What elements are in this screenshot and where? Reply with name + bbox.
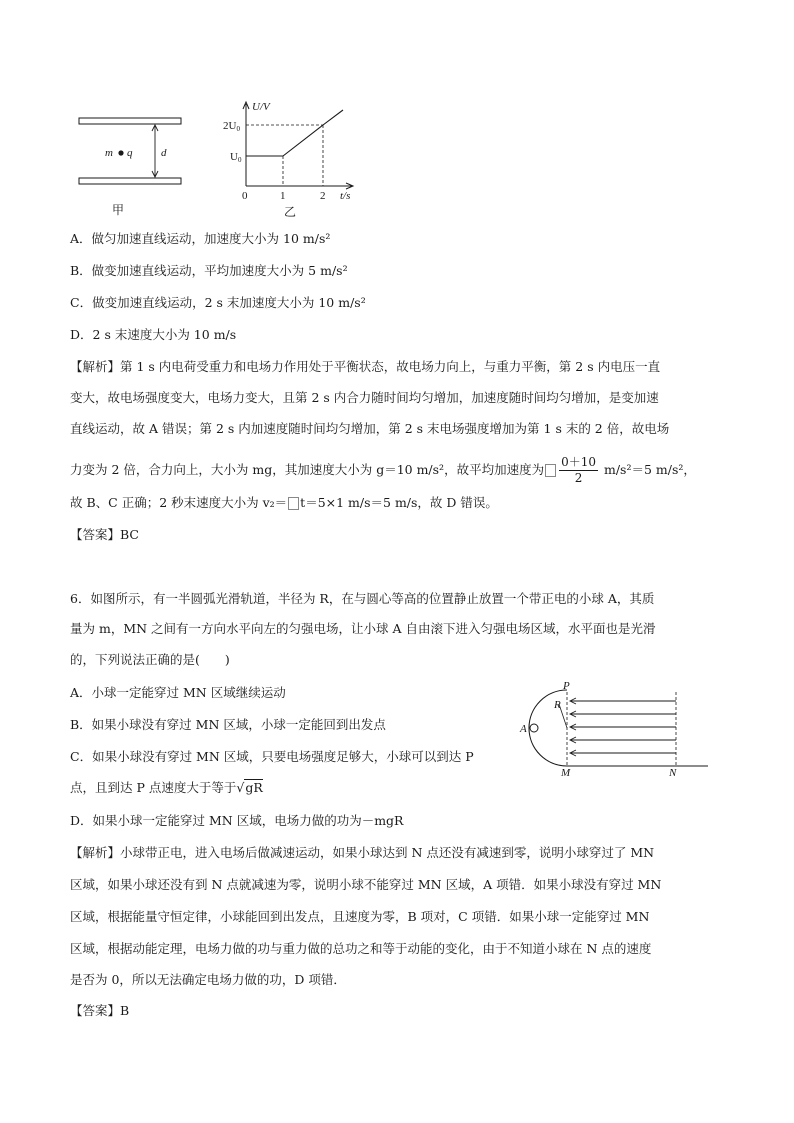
q6-stem-line-3: 的，下列说法正确的是( ) [70,652,230,667]
q5-analysis-line-3: 直线运动，故 A 错误；第 2 s 内加速度随时间均匀增加，第 2 s 末电场强度增加为第 1 s 末的 2 倍，故电场 [70,421,670,436]
q5-analysis-4-tail: m/s²＝5 m/s²， [603,462,696,477]
upper-plate [79,118,181,124]
lower-plate [79,178,181,184]
q5-option-a: A．做匀加速直线运动，加速度大小为 10 m/s² [70,231,331,246]
voltage-line [246,110,343,156]
q5-option-c: C．做变加速直线运动，2 s 末加速度大小为 10 m/s² [70,295,366,310]
placeholder-glyph [288,497,299,510]
fraction-numerator: 0＋10 [561,455,596,469]
label-m: m [105,147,113,159]
tick-u0: U0 [230,151,242,164]
q6-analysis-line-1: 【解析】小球带正电，进入电场后做减速运动，如果小球达到 N 点还没有减速到零，说明小球穿过了 MN [70,845,655,860]
q6-option-c-line-1: C．如果小球没有穿过 MN 区域，只要电场强度足够大，小球可以到达 P [70,749,474,764]
label-m-point: M [561,767,571,778]
q6-stem-line-2: 量为 m，MN 之间有一方向水平向左的匀强电场，让小球 A 自由滚下进入匀强电场区域，水平面也是光滑 [70,621,656,636]
q5-answer: 【答案】BC [70,527,139,542]
q5-analysis-line-2: 变大，故电场强度变大，电场力变大，且第 2 s 内合力随时间均匀增加，加速度随时间均匀增加，是变加速 [70,390,659,405]
q6-option-a: A．小球一定能穿过 MN 区域继续运动 [70,685,286,700]
ball-a [530,724,538,732]
q5-analysis-line-4 [70,455,696,486]
tick-2: 2 [320,190,326,202]
label-yi: 乙 [284,205,297,219]
x-axis-label: t/s [340,190,351,202]
q6-analysis-line-5: 是否为 0，所以无法确定电场力做的功，D 项错． [70,972,346,987]
label-p: P [563,680,570,692]
q5-analysis-line-5 [70,494,498,512]
sqrt-symbol: √ [236,780,245,795]
label-r: R [554,699,561,711]
y-axis-label: U/V [252,101,270,113]
label-n-point: N [669,767,677,778]
q6-option-c-text: 点，且到达 P 点速度大于等于 [70,780,237,795]
q5-analysis-5-tail: t＝5×1 m/s＝5 m/s，故 D 错误。 [300,495,498,510]
label-q: q [127,147,133,159]
q6-analysis-line-3: 区域，根据能量守恒定律，小球能回到出发点，且速度为零，B 项对，C 项错．如果小球一定能穿过 MN [70,909,650,924]
q6-stem-line-1: 6．如图所示，有一半圆弧光滑轨道，半径为 R，在与圆心等高的位置静止放置一个带正电的小球 A，其质 [70,591,655,606]
charged-particle [118,150,123,155]
label-a: A [520,723,527,735]
q5-option-b: B．做变加速直线运动，平均加速度大小为 5 m/s² [70,263,348,278]
q5-option-d: D．2 s 末速度大小为 10 m/s [70,327,237,342]
q5-analysis-4-text: 力变为 2 倍，合力向上，大小为 mg，其加速度大小为 g＝10 m/s²，故平均加速度为 [70,462,545,477]
q6-option-d: D．如果小球一定能穿过 MN 区域，电场力做的功为－mgR [70,813,404,828]
tick-1: 1 [280,190,286,202]
figure-jia-parallel-plates [75,112,185,220]
fraction-denominator: 2 [574,471,583,485]
q5-analysis-line-1: 【解析】第 1 s 内电荷受重力和电场力作用处于平衡状态，故电场力向上，与重力平衡，第 2 s 内电压一直 [70,359,661,374]
q6-analysis-line-2: 区域，如果小球还没有到 N 点就减速为零，说明小球不能穿过 MN 区域，A 项错．如果小球没有穿过 MN [70,877,662,892]
figure-semicircle-track [518,680,710,778]
q5-analysis-5-text: 故 B、C 正确；2 秒末速度大小为 v₂＝ [70,495,288,510]
q6-answer: 【答案】B [70,1003,130,1018]
tick-origin: 0 [242,190,248,202]
q6-analysis-line-4: 区域，根据动能定理，电场力做的功与重力做的总功之和等于动能的变化，由于不知道小球在 N 点的速度 [70,941,652,956]
tick-2u0: 2U0 [223,120,240,133]
q6-option-c-line-2 [70,779,263,797]
sqrt-radicand: gR [245,780,263,795]
field-lines [570,698,676,756]
placeholder-glyph [545,464,556,477]
label-d: d [161,147,167,159]
q6-option-b: B．如果小球没有穿过 MN 区域，小球一定能回到出发点 [70,717,386,732]
label-jia: 甲 [112,203,125,217]
figure-yi-voltage-graph [222,98,362,220]
average-acceleration-fraction [559,455,598,486]
